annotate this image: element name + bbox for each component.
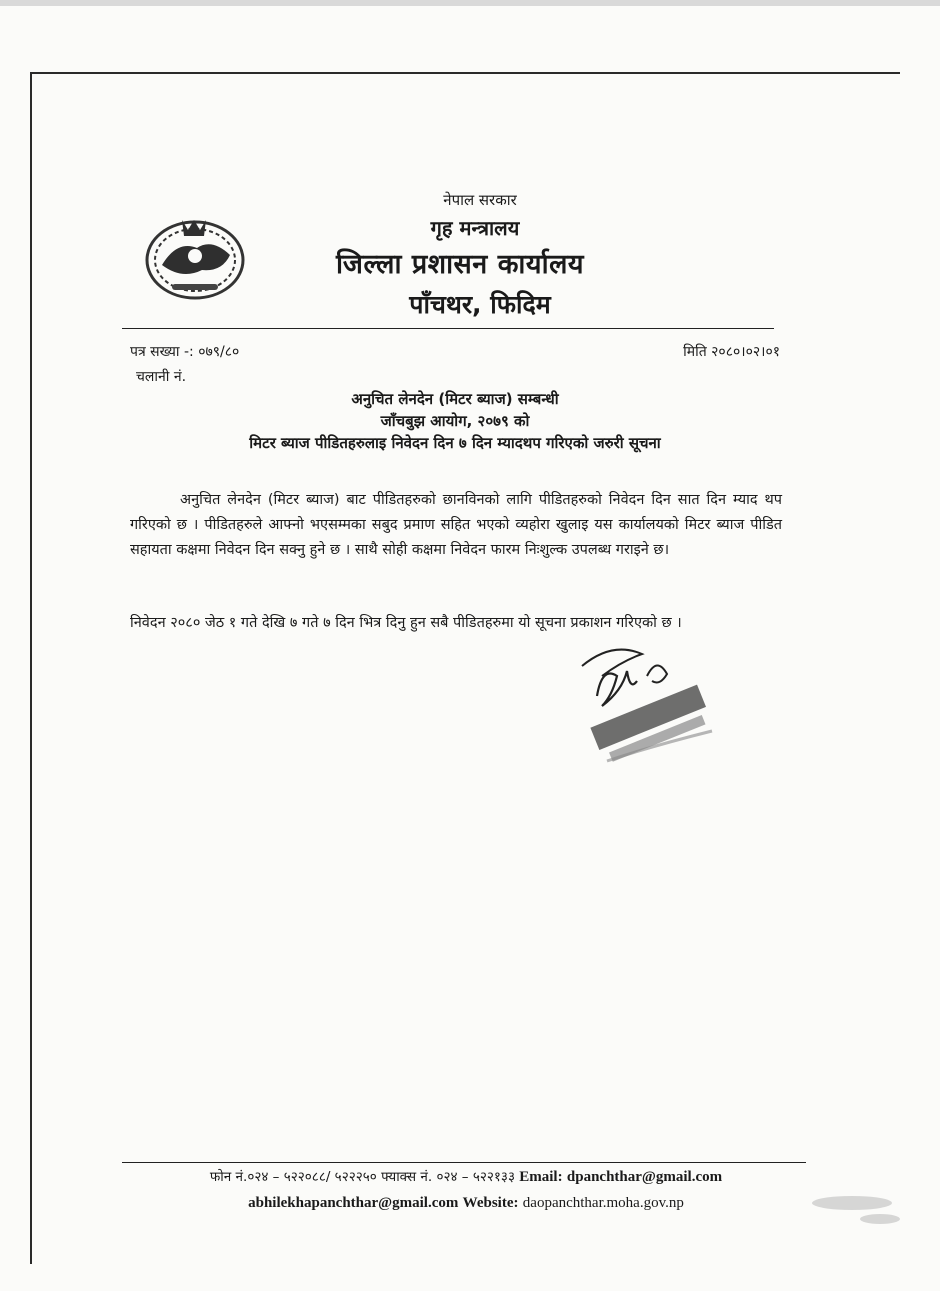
secondary-email[interactable]: abhilekhapanchthar@gmail.com [248, 1195, 459, 1211]
nepal-emblem-icon [142, 210, 248, 302]
office-name: जिल्ला प्रशासन कार्यालय [335, 249, 585, 280]
scan-smudge [812, 1196, 892, 1210]
signature-stamp-icon [572, 636, 722, 776]
subject-line-3: मिटर ब्याज पीडितहरुलाइ निवेदन दिन ७ दिन म्यादथप गरिएको जरुरी सूचना [249, 434, 661, 452]
email-label: Email: [519, 1169, 563, 1185]
letterhead [300, 190, 620, 321]
footer-divider [122, 1162, 806, 1163]
header-divider [122, 328, 774, 329]
subject-line-1: अनुचित लेनदेन (मिटर ब्याज) सम्बन्धी [351, 390, 559, 408]
scan-edge [0, 0, 940, 6]
subject-line-2: जाँचबुझ आयोग, २०७९ को [380, 412, 530, 430]
website-link[interactable]: daopanchthar.moha.gov.np [522, 1195, 684, 1211]
notice-subject [130, 388, 780, 454]
letter-footer [126, 1164, 806, 1216]
phone-fax: फोन नं.०२४ – ५२२०८८/ ५२२२५० फ्याक्स नं. ०२४ – ५२२१३३ [209, 1169, 515, 1185]
notice-closing: निवेदन २०८० जेठ १ गते देखि ७ गते ७ दिन भित्र दिनु हुन सबै पीडितहरुमा यो सूचना प्रकाशन गरिएको छ । [130, 615, 682, 631]
letter-date: मिति २०८०।०२।०१ [683, 344, 780, 360]
notice-body: अनुचित लेनदेन (मिटर ब्याज) बाट पीडितहरुको छानविनको लागि पीडितहरुको निवेदन दिन सात दिन म्याद थप गरिएको छ । पीडितहरुले आफ्नो भएसम्मका सबुद प्रमाण सहित भएको व्यहोरा खुलाइ यस कार्यालयको मिटर ब्याज पीडित सहायता कक्षमा निवेदन दिन सक्नु हुने छ । साथै सोही कक्षमा निवेदन फारम निःशुल्क उपलब्ध गराइने छ। [130, 492, 782, 558]
scan-smudge [860, 1214, 900, 1224]
office-location: पाँचथर, फिदिम [409, 290, 551, 319]
government-line: नेपाल सरकार [443, 191, 517, 209]
ministry-line: गृह मन्त्रालय [430, 216, 520, 240]
website-label: Website: [462, 1195, 519, 1211]
reference-number: पत्र सख्या -: ०७९/८० [130, 344, 240, 360]
dispatch-number: चलानी नं. [136, 369, 187, 385]
footer-line-2 [126, 1190, 806, 1216]
email-address[interactable]: dpanchthar@gmail.com [566, 1169, 723, 1185]
footer-line-1 [126, 1164, 806, 1190]
